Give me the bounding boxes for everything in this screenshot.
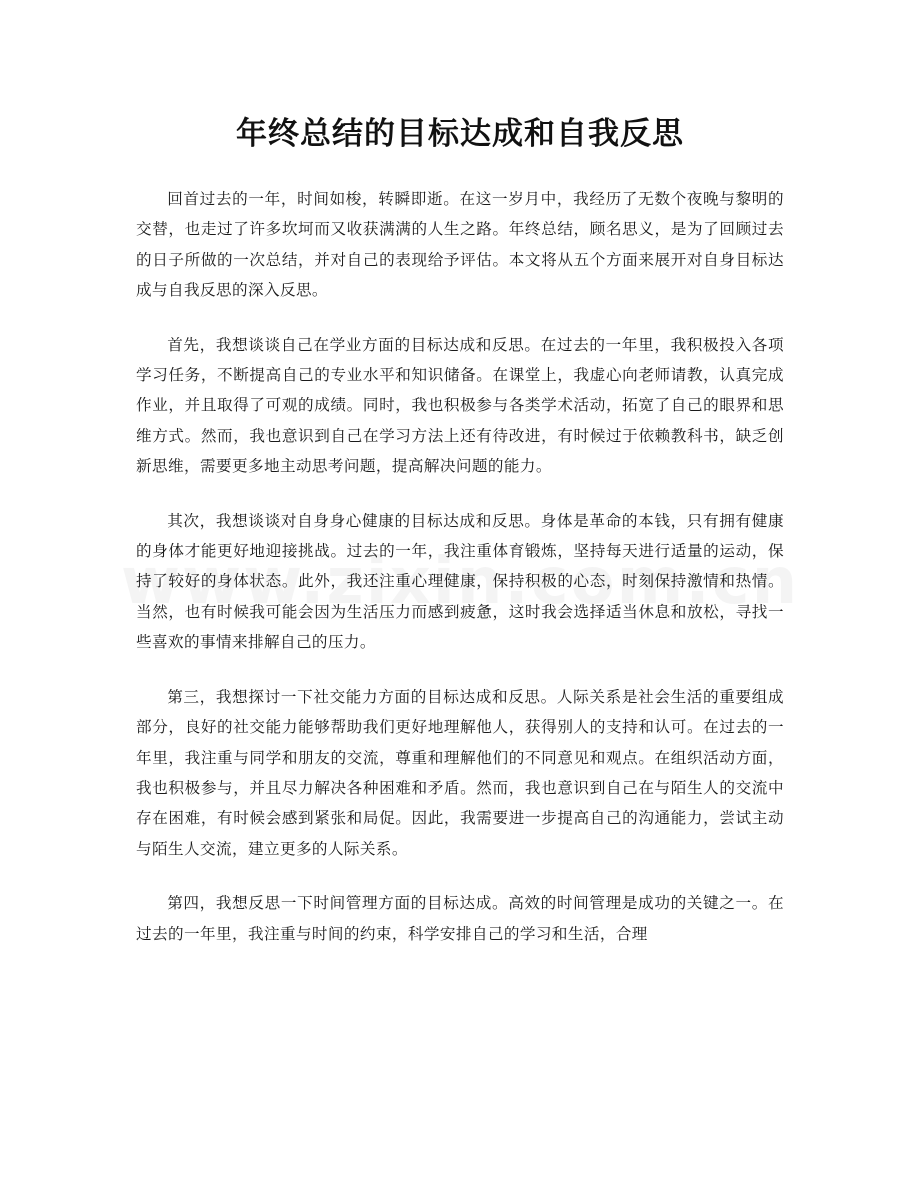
paragraph-intro: 回首过去的一年，时间如梭，转瞬即逝。在这一岁月中，我经历了无数个夜晚与黎明的交替，也走过了许多坎坷而又收获满满的人生之路。年终总结，顾名思义，是为了回顾过去的日子所做的一次总结，并对自己的表现给予评估。本文将从五个方面来展开对自身目标达成与自我反思的深入反思。 <box>136 190 784 300</box>
paragraph-social: 第三，我想探讨一下社交能力方面的目标达成和反思。人际关系是社会生活的重要组成部分，良好的社交能力能够帮助我们更好地理解他人，获得别人的支持和认可。在过去的一年里，我注重与同学和朋友的交流，尊重和理解他们的不同意见和观点。在组织活动方面，我也积极参与，并且尽力解决各种困难和矛盾。然而，我也意识到自己在与陌生人的交流中存在困难，有时候会感到紧张和局促。因此，我需要进一步提高自己的沟通能力，尝试主动与陌生人交流，建立更多的人际关系。 <box>136 687 784 858</box>
page-title: 年终总结的目标达成和自我反思 <box>236 116 684 152</box>
paragraph-academics: 首先，我想谈谈自己在学业方面的目标达成和反思。在过去的一年里，我积极投入各项学习任务，不断提高自己的专业水平和知识储备。在课堂上，我虚心向老师请教，认真完成作业，并且取得了可观的成绩。同时，我也积极参与各类学术活动，拓宽了自己的眼界和思维方式。然而，我也意识到自己在学习方法上还有待改进，有时候过于依赖教科书，缺乏创新思维，需要更多地主动思考问题，提高解决问题的能力。 <box>136 335 784 476</box>
document-body <box>136 184 784 949</box>
paragraph-time-management: 第四，我想反思一下时间管理方面的目标达成。高效的时间管理是成功的关键之一。在过去的一年里，我注重与时间的约束，科学安排自己的学习和生活，合理 <box>136 894 784 943</box>
paragraph-health: 其次，我想谈谈对自身身心健康的目标达成和反思。身体是革命的本钱，只有拥有健康的身体才能更好地迎接挑战。过去的一年，我注重体育锻炼，坚持每天进行适量的运动，保持了较好的身体状态。此外，我还注重心理健康，保持积极的心态，时刻保持激情和热情。当然，也有时候我可能会因为生活压力而感到疲惫，这时我会选择适当休息和放松，寻找一些喜欢的事情来排解自己的压力。 <box>136 511 784 652</box>
